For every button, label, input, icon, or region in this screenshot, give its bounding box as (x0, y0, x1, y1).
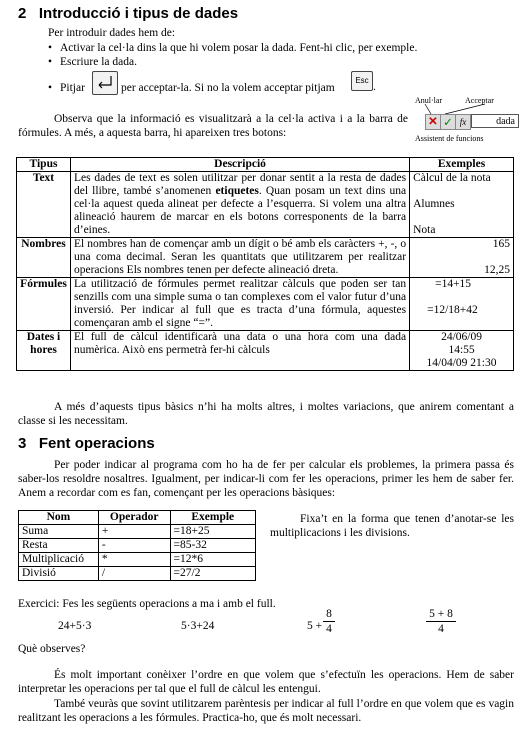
observe-paragraph: Observa que la informació es visualitzarà a la cel·la activa i a la barra de fórmules. A més, a aquesta barra, hi apareixen tres botons: (18, 113, 408, 139)
column-header: Operador (98, 511, 170, 525)
operations-table (18, 510, 256, 581)
section-3-heading (18, 435, 155, 452)
type-description: El full de càlcul identificarà una data o una hora com una dada numèrica. Això ens permetrà fer-hi càlculs (70, 331, 409, 371)
table-row: Suma + =18+25 (19, 525, 256, 539)
after-table-paragraph: A més d’aquests tipus bàsics n’hi ha molts altres, i moltes variacions, que anirem comentant a classe si les necessitam. (18, 401, 514, 427)
column-header: Exemples (410, 158, 514, 172)
table-row (17, 331, 514, 371)
fraction-denominator: 4 (326, 623, 332, 635)
table-row: Resta - =85-32 (19, 539, 256, 553)
closing-paragraph-1: És molt important conèixer l’ordre en que volem que s’efectuïn les operacions. Hem de saber interpretar les operacions per tal que el full de càlcul les entengui. (18, 669, 514, 695)
bullet-enter-text: per acceptar-la. Si no la volem acceptar pitjam (121, 82, 335, 94)
fraction-denominator: 4 (438, 623, 444, 635)
fraction-numerator: 5 + 8 (426, 608, 456, 622)
enter-key-icon (92, 71, 118, 95)
column-header: Descripció (70, 158, 409, 172)
section-title: Fent operacions (38, 435, 155, 452)
closing-paragraph-2: També veuràs que sovint utilitzarem parèntesis per indicar al full l’ordre en que volem que es vagin realitzant les operacions a les fórmules. Practica-ho, que és molt necessari. (18, 698, 514, 724)
section-number: 3 (18, 435, 27, 452)
function-wizard-icon: fx (455, 114, 471, 130)
section-3-intro: Per poder indicar al programa com ho ha de fer per calcular els problemes, la primera passa és saber-los resoldre nosaltres. Igualment, per indicar-li com fer les operacions, primer les hem de saber fer. Anem a recordar com es fan, començant per les operacions bàsiques: (18, 459, 514, 499)
type-examples: =14+15 =12/18+42 (410, 278, 514, 331)
type-name: Fórmules (17, 278, 71, 331)
accept-label: Acceptar (465, 96, 494, 105)
section-title: Introducció i tipus de dades (38, 5, 239, 22)
fraction-numerator: 8 (323, 608, 335, 622)
bullet-item-enter: • Pitjar (60, 81, 85, 95)
type-name: Nombres (17, 238, 71, 278)
table-header-row (17, 158, 514, 172)
enter-arrow-icon (93, 72, 117, 94)
bullet-item: • Escriure la dada. (60, 55, 137, 69)
formula-input: dada (471, 114, 519, 128)
exercise-op-2: 5·3+24 (181, 620, 215, 632)
type-name: Text (17, 172, 71, 238)
column-header: Nom (19, 511, 99, 525)
column-header: Exemple (170, 511, 255, 525)
type-examples: 24/06/09 14:55 14/04/09 21:30 (410, 331, 514, 371)
accept-check-icon: ✓ (440, 114, 456, 130)
intro-text: Per introduir dades hem de: (48, 27, 176, 39)
side-note: Fixa’t en la forma que tenen d’anotar-se les multiplicacions i les divisions. (270, 513, 514, 539)
table-row (17, 278, 514, 331)
cancel-x-icon: ✕ (425, 114, 441, 130)
section-2-heading (18, 5, 238, 22)
type-examples: Càlcul de la nota Alumnes Nota (410, 172, 514, 238)
table-row: Multiplicació * =12*6 (19, 553, 256, 567)
table-row: Divisió / =27/2 (19, 567, 256, 581)
column-header: Tipus (17, 158, 71, 172)
table-row (17, 238, 514, 278)
type-description: La utilització de fórmules permet realitzar càlculs que poden ser tan senzills com una simple suma o tan complexes com el valor futur d’una inversió. Per indicar al full que es tracta d’una fórmula, aquestes començaran amb el signe “=”. (70, 278, 409, 331)
esc-key-icon: Esc (351, 71, 373, 91)
type-description: Les dades de text es solen utilitzar per donar sentit a la resta de dades del llibre, també s’anomenen etiquetes. Quan posam un text dins una cel·la aquest queda alineat per defecte a l’esquerra. Si volem una altra alineació haurem de marcar en els botons corresponents de la barra d’eines. (70, 172, 409, 238)
cancel-label: Anul·lar (415, 96, 443, 105)
data-types-table (16, 157, 514, 371)
type-description: El nombres han de començar amb un dígit o bé amb els caràcters +, -, o una coma decimal. Seran les quantitats que utilitzarem per realitzar operacions Els nombres tenen per defecte alineació dreta. (70, 238, 409, 278)
bullet-item: • Activar la cel·la dins la que hi volem posar la dada. Fent-hi clic, per exemple. (60, 41, 417, 55)
type-examples: 165 12,25 (410, 238, 514, 278)
section-number: 2 (18, 5, 27, 22)
table-row (17, 172, 514, 238)
type-name: Dates i hores (17, 331, 71, 371)
exercise-op-1: 24+5·3 (58, 620, 92, 632)
exercise-question: Què observes? (18, 643, 86, 655)
function-wizard-label: Assistent de funcions (415, 134, 484, 143)
formula-bar-illustration (415, 96, 525, 146)
table-header-row (19, 511, 256, 525)
exercise-label: Exercici: Fes les següents operacions a ma i amb el full. (18, 598, 276, 610)
